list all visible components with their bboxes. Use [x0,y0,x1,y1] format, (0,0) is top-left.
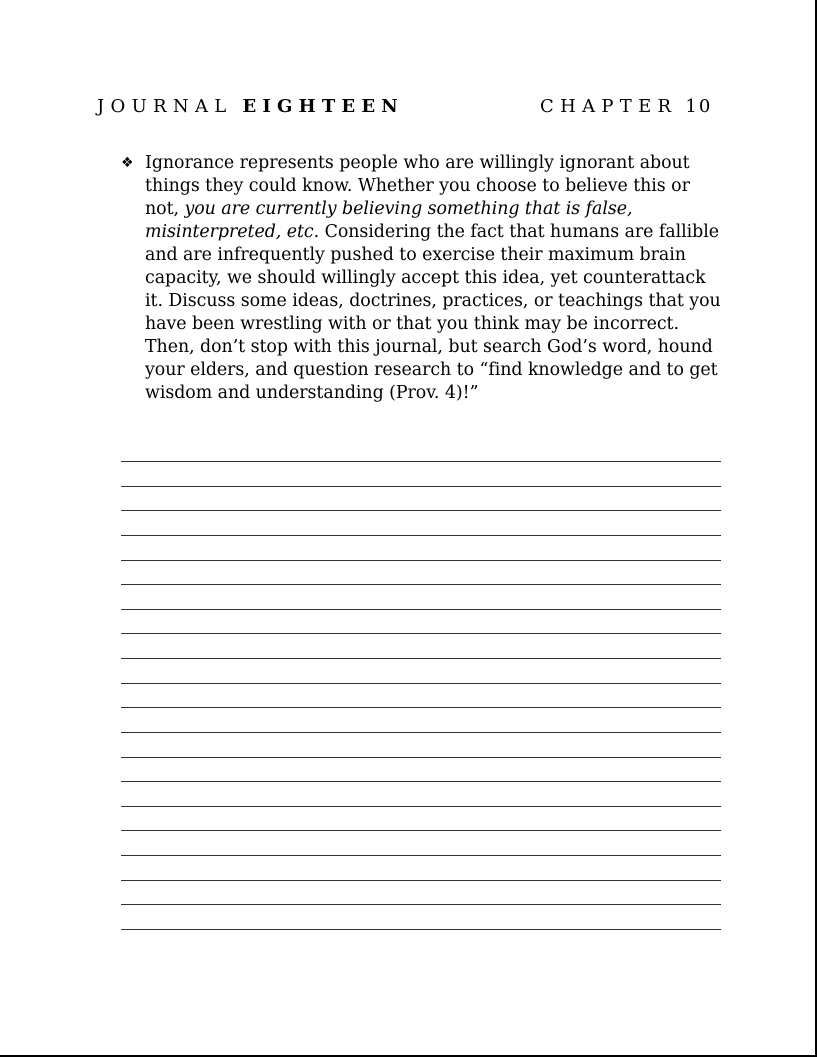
writing-line [121,683,721,684]
writing-line [121,757,721,758]
writing-line [121,535,721,536]
writing-line [121,633,721,634]
prompt-text-intro: Ignorance represents people who are willingly ignorant about things they could know. Whether you choose to believe this or not, [145,153,690,219]
writing-line [121,929,721,930]
writing-line [121,584,721,585]
writing-line [121,486,721,487]
writing-line [121,732,721,733]
chapter-label: CHAPTER [540,96,678,117]
writing-line [121,560,721,561]
journal-prompt [121,152,721,405]
journal-title [97,94,404,120]
chapter-number: 10 [685,96,713,117]
writing-line [121,707,721,708]
writing-line [121,855,721,856]
prompt-text-body: Considering the fact that humans are fallible and are infrequently pushed to exercise their maximum brain capacity, we should willingly accept this idea, yet counterattack it. Discuss some ideas, doctrines, practices, or teachings that you have been wrestling with or that you think may be incorrect. Then, don’t stop with this journal, but search God’s word, hound your elders, and question research to “find knowledge and to get wisdom and understanding (Prov. 4)!” [145,222,721,403]
writing-line [121,510,721,511]
writing-line [121,806,721,807]
prompt-text-emphasis: you are currently believing something that is false, misinterpreted, etc. [145,199,633,242]
journal-label: JOURNAL [97,96,233,117]
prompt-text [145,152,721,405]
writing-line [121,658,721,659]
chapter-title [540,94,712,120]
writing-line [121,880,721,881]
writing-line [121,609,721,610]
journal-number: EIGHTEEN [242,96,404,117]
four-diamond-bullet-icon: ❖ [121,155,134,171]
writing-line [121,904,721,905]
writing-line [121,461,721,462]
writing-line [121,781,721,782]
writing-line [121,830,721,831]
page-header [97,94,723,120]
